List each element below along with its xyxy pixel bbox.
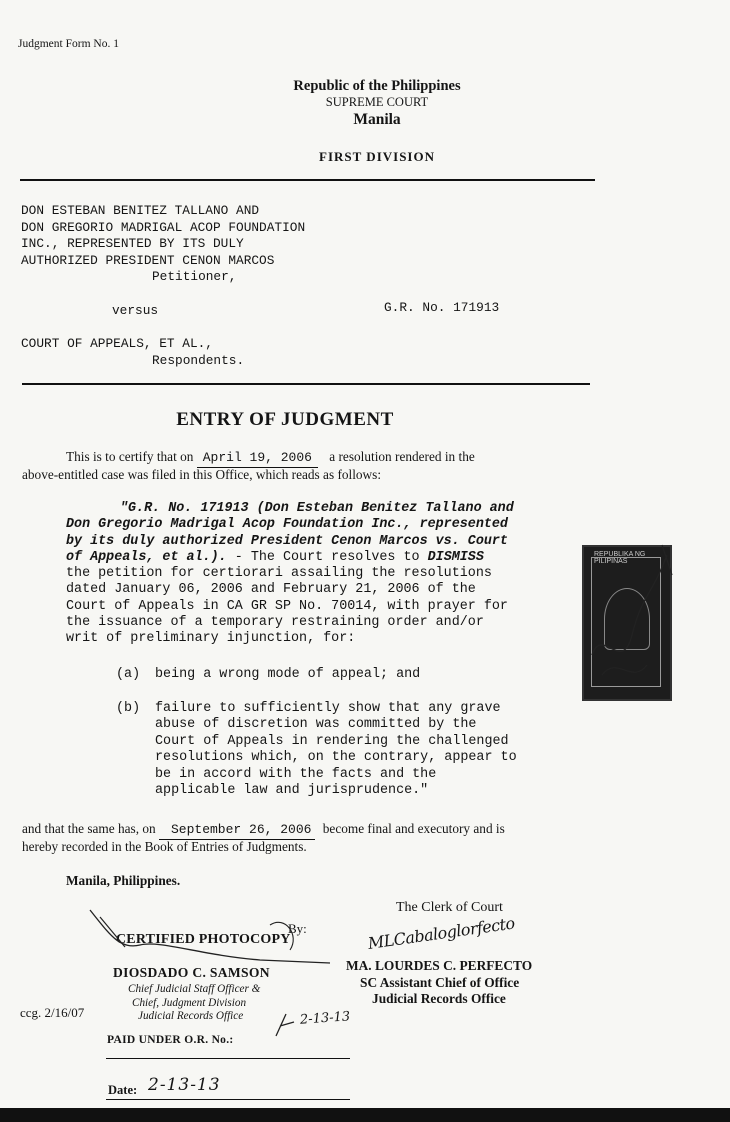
certifier-title-line: Chief Judicial Staff Officer & bbox=[128, 983, 261, 995]
final-statement bbox=[22, 820, 602, 840]
petitioner-role: Petitioner, bbox=[152, 269, 237, 284]
bottom-rule bbox=[22, 383, 590, 385]
final-intro: and that the same has, on bbox=[22, 821, 156, 836]
versus-label: versus bbox=[112, 303, 159, 318]
certifier-title-line: Chief, Judgment Division bbox=[132, 996, 247, 1009]
clerk-of-court-title: The Clerk of Court bbox=[396, 900, 503, 915]
gr-number: G.R. No. 171913 bbox=[384, 300, 500, 315]
top-rule bbox=[20, 179, 595, 181]
certifier-handwritten-date: 2-13-13 bbox=[299, 1009, 351, 1028]
certification-text bbox=[66, 448, 596, 468]
quote-resolves: The Court resolves to bbox=[250, 549, 420, 565]
quote-line: writ of preliminary injunction, for: bbox=[66, 631, 356, 647]
resolution-date: April 19, 2006 bbox=[197, 449, 318, 468]
clerk-signature: MLCabaloglorfecto bbox=[366, 913, 516, 953]
respondent-block bbox=[21, 336, 244, 369]
or-rule bbox=[106, 1058, 350, 1059]
certified-signature-scribble-icon bbox=[80, 905, 340, 965]
document-title: ENTRY OF JUDGMENT bbox=[176, 409, 394, 430]
certified-photocopy-stamp: CERTIFIED PHOTOCOPY bbox=[116, 932, 291, 947]
ground-b-label: (b) bbox=[116, 701, 141, 716]
ground-a-text: being a wrong mode of appeal; and bbox=[155, 667, 421, 682]
clerk-block bbox=[346, 958, 532, 1008]
form-number: Judgment Form No. 1 bbox=[18, 38, 119, 50]
date-rule bbox=[106, 1099, 350, 1100]
stamp-cancel-scribble-icon bbox=[572, 535, 682, 705]
ground-b-line: applicable law and jurisprudence." bbox=[155, 783, 429, 799]
ground-b-line: Court of Appeals in rendering the challenged bbox=[155, 733, 509, 749]
place-of-issue: Manila, Philippines. bbox=[66, 873, 181, 888]
petitioner-block bbox=[21, 203, 305, 286]
court-heading: SUPREME COURT bbox=[325, 95, 429, 109]
division-heading: FIRST DIVISION bbox=[319, 149, 435, 164]
stamp-label: REPUBLIKA NG PILIPINAS bbox=[594, 551, 646, 565]
petitioner-line: AUTHORIZED PRESIDENT CENON MARCOS bbox=[21, 252, 275, 268]
respondent-name: COURT OF APPEALS, ET AL., bbox=[21, 336, 213, 351]
quote-caption-line: of Appeals, et al.). bbox=[66, 549, 227, 565]
respondent-role: Respondents. bbox=[152, 352, 245, 368]
ground-b-line: abuse of discretion was committed by the bbox=[155, 717, 477, 733]
initial-scribble-icon bbox=[272, 1010, 302, 1040]
petitioner-line: DON GREGORIO MADRIGAL ACOP FOUNDATION bbox=[21, 219, 306, 235]
ground-a-label: (a) bbox=[116, 667, 141, 682]
clerk-name: MA. LOURDES C. PERFECTO bbox=[346, 958, 533, 973]
quote-line: dated January 06, 2006 and February 21, 2006 of the bbox=[66, 582, 476, 598]
date-label: Date: bbox=[108, 1083, 138, 1097]
petitioner-line: INC., REPRESENTED BY ITS DULY bbox=[21, 236, 244, 251]
clerk-position-2: Judicial Records Office bbox=[372, 991, 506, 1006]
petitioner-line: DON ESTEBAN BENITEZ TALLANO AND bbox=[21, 203, 260, 218]
certifier-titles bbox=[128, 983, 260, 1024]
scan-bottom-edge bbox=[0, 1108, 730, 1122]
resolution-quote bbox=[66, 501, 568, 648]
final-statement-line-2: hereby recorded in the Book of Entries of Judgments. bbox=[22, 839, 307, 854]
certification-line-2: above-entitled case was filed in this Office, which reads as follows: bbox=[22, 467, 382, 482]
quote-dash: - bbox=[226, 549, 251, 565]
paid-under-or: PAID UNDER O.R. No.: bbox=[107, 1034, 234, 1046]
quote-caption-line: "G.R. No. 171913 (Don Esteban Benitez Tallano and bbox=[120, 501, 514, 516]
handwritten-date: 2-13-13 bbox=[148, 1075, 221, 1095]
quote-caption-line: Don Gregorio Madrigal Acop Foundation Inc., represented bbox=[66, 517, 508, 533]
ground-b-line: resolutions which, on the contrary, appear to bbox=[155, 750, 517, 766]
finality-date: September 26, 2006 bbox=[159, 821, 315, 840]
cert-after-date: a resolution rendered in the bbox=[329, 449, 475, 464]
quote-line: the issuance of a temporary restraining order and/or bbox=[66, 615, 484, 631]
certifier-title-line: Judicial Records Office bbox=[138, 1010, 244, 1023]
quote-line: the petition for certiorari assailing the resolutions bbox=[66, 566, 492, 582]
ground-b-line: be in accord with the facts and the bbox=[155, 766, 437, 782]
ccg-note: ccg. 2/16/07 bbox=[20, 1005, 85, 1020]
final-after-date: become final and executory and is bbox=[322, 821, 505, 836]
cert-intro: This is to certify that on bbox=[66, 449, 194, 464]
city-heading: Manila bbox=[353, 111, 401, 128]
quote-caption-line: by its duly authorized President Cenon Marcos vs. Court bbox=[66, 533, 508, 549]
certifier-name: DIOSDADO C. SAMSON bbox=[113, 965, 270, 980]
documentary-stamp bbox=[582, 545, 672, 701]
clerk-position-1: SC Assistant Chief of Office bbox=[360, 974, 520, 990]
by-label: By: bbox=[288, 921, 307, 936]
ground-b-text bbox=[155, 701, 517, 799]
quote-line: Court of Appeals in CA GR SP No. 70014, with prayer for bbox=[66, 598, 508, 614]
dismiss-word: DISMISS bbox=[427, 549, 484, 565]
ground-b-line: failure to sufficiently show that any grave bbox=[155, 701, 501, 716]
republic-heading: Republic of the Philippines bbox=[293, 78, 461, 94]
